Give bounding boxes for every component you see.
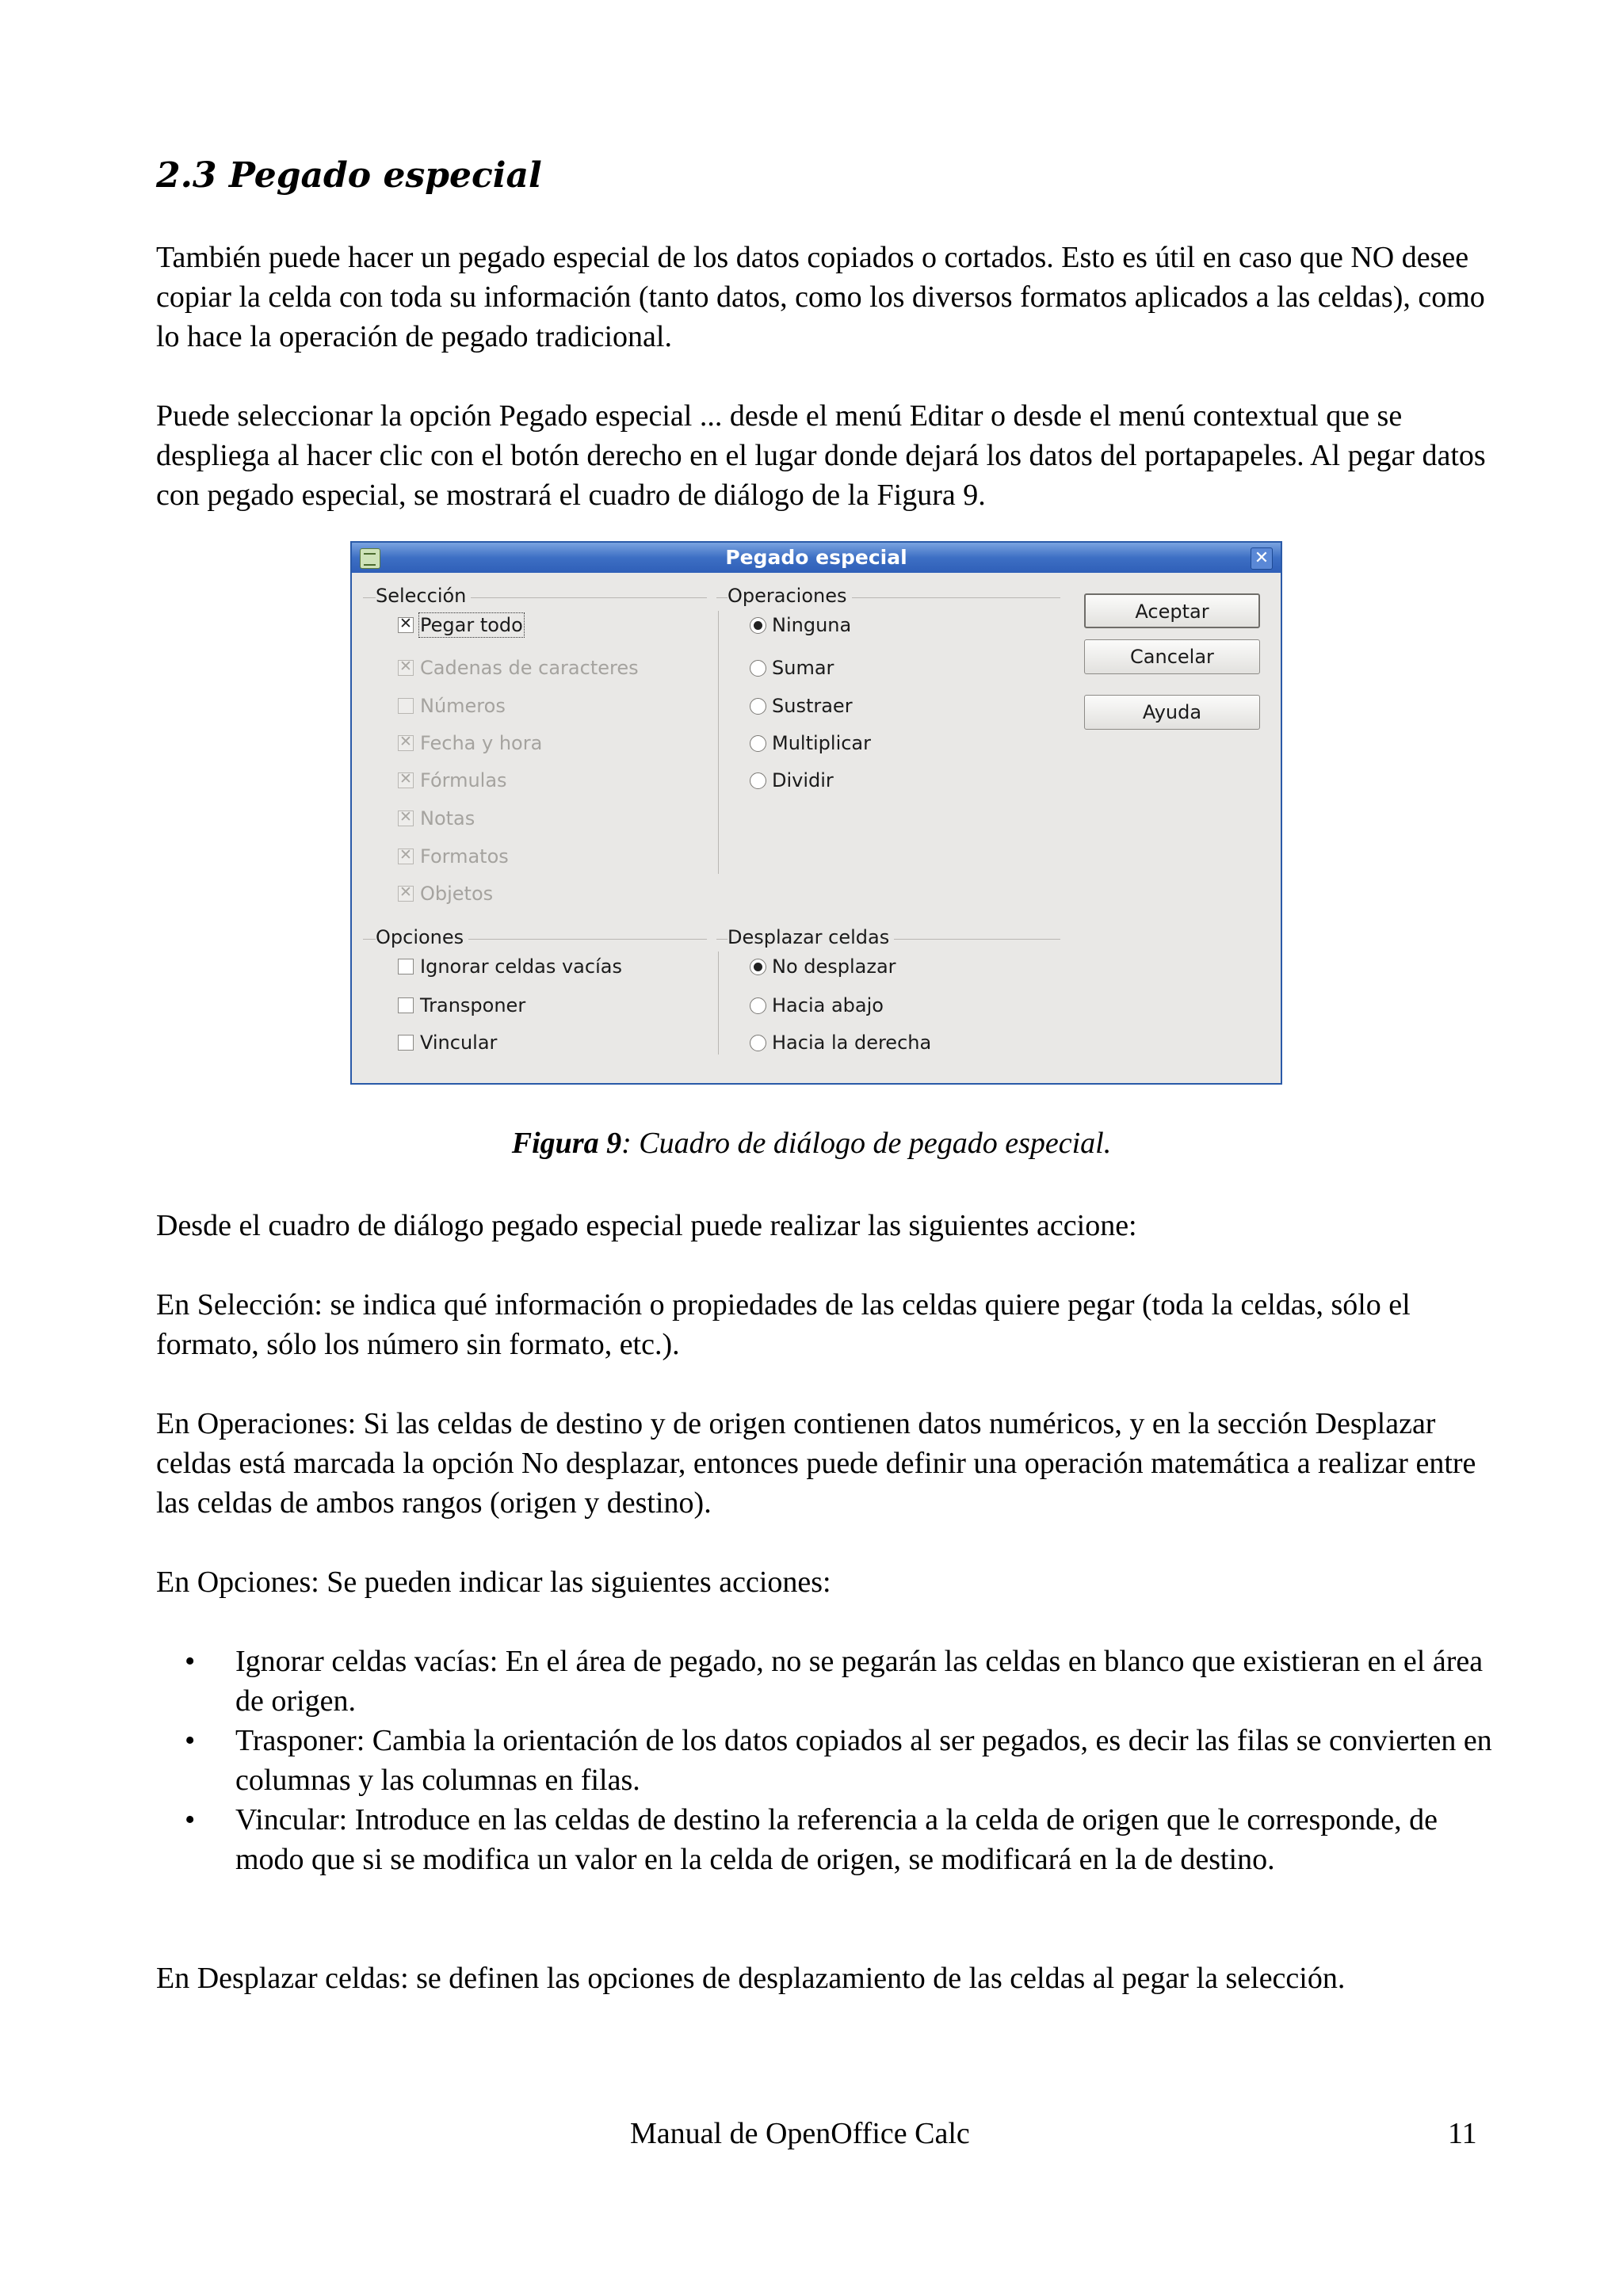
paragraph-seleccion: En Selección: se indica qué información o propiedades de las celdas quiere pegar (toda la celdas, sólo el formato, sólo los número sin formato, etc.). — [156, 1288, 1411, 1361]
paragraph-intro: También puede hacer un pegado especial de los datos copiados o cortados. Esto es útil en caso que NO desee copiar la celda con toda su información (tanto datos, como los diversos formatos aplicados a las celdas), como lo hace la operación de pegado tradicional. — [156, 241, 1485, 353]
checkbox-label: Vincular — [420, 1032, 498, 1054]
paste-special-dialog — [350, 541, 1282, 1085]
options-list — [156, 1642, 1495, 1879]
page-number: 11 — [1448, 2117, 1477, 2150]
checkbox-vincular[interactable] — [398, 1035, 414, 1051]
checkbox-label: Fecha y hora — [420, 732, 543, 754]
radio-hacia-abajo[interactable] — [750, 997, 766, 1014]
group-label-opciones: Opciones — [376, 926, 468, 948]
paragraph-opciones: En Opciones: Se pueden indicar las siguientes acciones: — [156, 1566, 831, 1599]
footer-title: Manual de OpenOffice Calc — [630, 2117, 970, 2150]
figure-label: Figura 9 — [511, 1127, 622, 1160]
paragraph-operaciones: En Operaciones: Si las celdas de destino y de origen contienen datos numéricos, y en la sección Desplazar celdas está marcada la opción No desplazar, entonces puede definir una operación matemática a realizar entre las celdas de ambos rangos (origen y destino). — [156, 1407, 1476, 1520]
checkbox-fecha-y-hora — [398, 735, 414, 751]
section-heading: 2.3 Pegado especial — [156, 155, 542, 196]
checkbox-transponer[interactable] — [398, 997, 414, 1013]
figure-caption-text: : Cuadro de diálogo de pegado especial. — [621, 1127, 1112, 1160]
checkbox-label: Formatos — [420, 845, 509, 868]
figure-caption — [0, 1123, 1623, 1163]
checkbox-formulas — [398, 772, 414, 788]
checkbox-label: Pegar todo — [420, 614, 523, 636]
checkbox-notas — [398, 810, 414, 826]
radio-label: Hacia la derecha — [772, 1032, 932, 1054]
checkbox-label: Ignorar celdas vacías — [420, 955, 622, 978]
checkbox-label: Transponer — [420, 994, 526, 1016]
checkbox-label: Números — [420, 695, 506, 717]
group-label-desplazar: Desplazar celdas — [727, 926, 894, 948]
close-icon[interactable]: ✕ — [1251, 547, 1273, 570]
checkbox-label: Objetos — [420, 883, 494, 905]
radio-sustraer[interactable] — [750, 698, 766, 715]
checkbox-objetos — [398, 886, 414, 902]
list-item: • Ignorar celdas vacías: En el área de pegado, no se pegarán las celdas en blanco que existieran en el área de origen. — [156, 1642, 1495, 1721]
checkbox-pegar-todo[interactable] — [398, 617, 414, 633]
help-button[interactable]: Ayuda — [1084, 695, 1260, 730]
checkbox-cadenas-de-caracteres — [398, 660, 414, 676]
bullet-symbol: • — [185, 1724, 196, 1757]
radio-no-desplazar[interactable] — [750, 959, 766, 975]
radio-ninguna[interactable] — [750, 617, 766, 634]
radio-hacia-la-derecha[interactable] — [750, 1035, 766, 1051]
bullet-symbol: • — [185, 1803, 196, 1836]
list-item: • Trasponer: Cambia la orientación de los datos copiados al ser pegados, es decir las filas se convierten en columnas y las columnas en filas. — [156, 1721, 1495, 1800]
group-label-operaciones: Operaciones — [727, 585, 852, 607]
checkbox-label: Fórmulas — [420, 769, 507, 791]
radio-label: Sustraer — [772, 695, 853, 717]
dialog-title: Pegado especial — [725, 546, 907, 569]
paragraph-menu: Puede seleccionar la opción Pegado especial ... desde el menú Editar o desde el menú contextual que se despliega al hacer clic con el botón derecho en el lugar donde dejará los datos del portapapeles. Al pegar datos con pegado especial, se mostrará el cuadro de diálogo de la Figura 9. — [156, 399, 1486, 512]
cancel-button[interactable]: Cancelar — [1084, 639, 1260, 674]
checkbox-numeros — [398, 698, 414, 714]
radio-label: Multiplicar — [772, 732, 872, 754]
radio-label: Dividir — [772, 769, 834, 791]
list-item: • Vincular: Introduce en las celdas de destino la referencia a la celda de origen que le corresponde, de modo que si se modifica un valor en la celda de origen, se modificará en la de destino. — [156, 1800, 1495, 1879]
accept-button[interactable]: Aceptar — [1084, 593, 1260, 628]
dialog-titlebar — [352, 543, 1281, 573]
radio-label: No desplazar — [772, 955, 896, 978]
radio-label: Sumar — [772, 657, 834, 679]
radio-sumar[interactable] — [750, 660, 766, 677]
radio-label: Hacia abajo — [772, 994, 884, 1016]
checkbox-label: Cadenas de caracteres — [420, 657, 639, 679]
bullet-symbol: • — [185, 1645, 196, 1678]
checkbox-formatos — [398, 849, 414, 864]
checkbox-label: Notas — [420, 807, 475, 830]
radio-label: Ninguna — [772, 614, 852, 636]
radio-multiplicar[interactable] — [750, 735, 766, 752]
group-label-seleccion: Selección — [376, 585, 471, 607]
paragraph-actions: Desde el cuadro de diálogo pegado especial puede realizar las siguientes accione: — [156, 1209, 1137, 1242]
radio-dividir[interactable] — [750, 772, 766, 789]
checkbox-ignorar-celdas-vacias[interactable] — [398, 959, 414, 974]
paragraph-desplazar: En Desplazar celdas: se definen las opciones de desplazamiento de las celdas al pegar la selección. — [156, 1962, 1346, 1995]
